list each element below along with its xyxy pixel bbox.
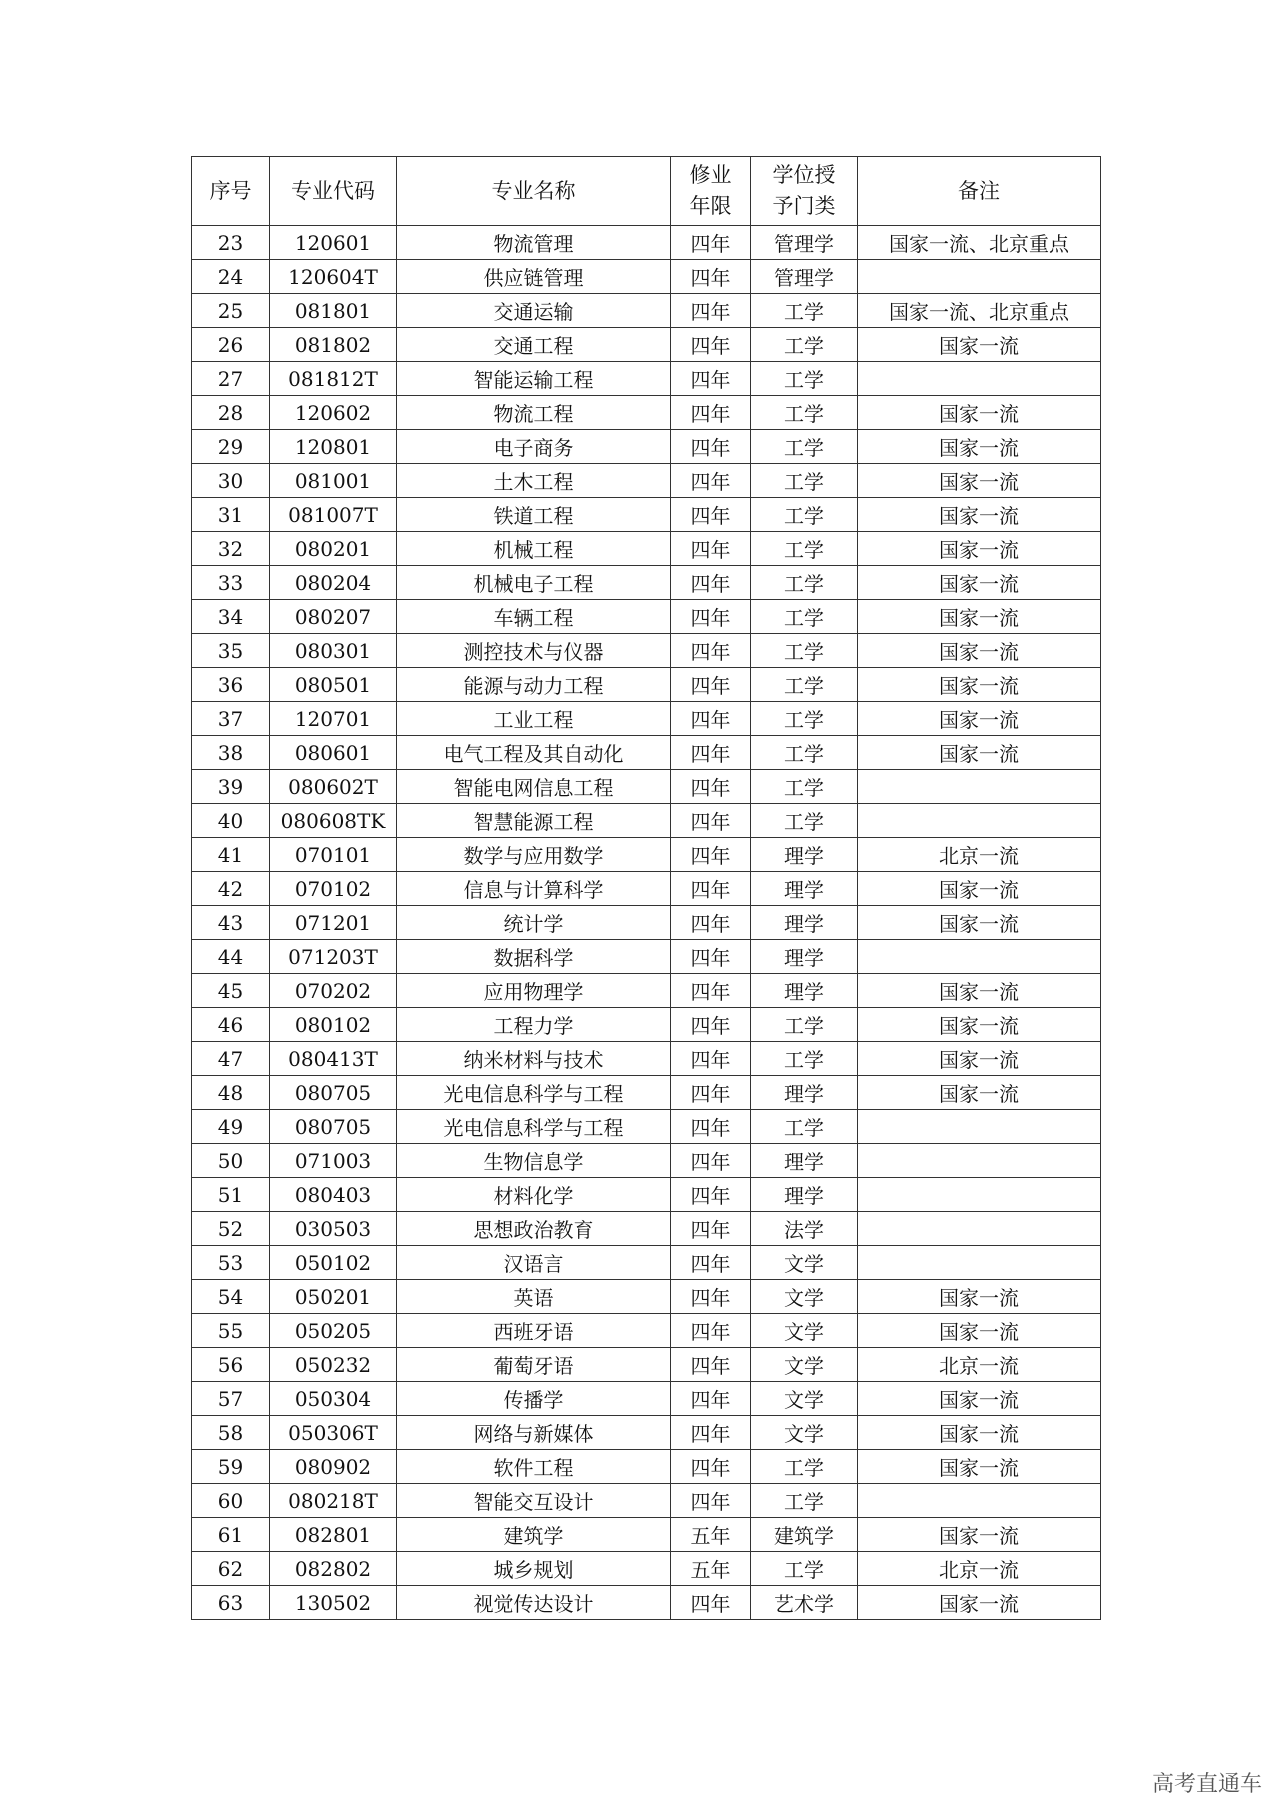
- cell-seq: 40: [192, 804, 270, 838]
- cell-code: 081812T: [270, 362, 397, 396]
- cell-code: 050102: [270, 1246, 397, 1280]
- cell-name: 智能电网信息工程: [397, 770, 671, 804]
- cell-remark: [858, 1144, 1101, 1178]
- cell-seq: 54: [192, 1280, 270, 1314]
- cell-code: 080705: [270, 1076, 397, 1110]
- cell-remark: [858, 1484, 1101, 1518]
- cell-remark: 国家一流: [858, 1518, 1101, 1552]
- cell-degree: 工学: [751, 464, 858, 498]
- cell-years: 四年: [671, 1042, 751, 1076]
- cell-years: 四年: [671, 838, 751, 872]
- cell-code: 081802: [270, 328, 397, 362]
- table-row: [192, 328, 1101, 362]
- cell-seq: 53: [192, 1246, 270, 1280]
- cell-degree: 工学: [751, 770, 858, 804]
- table-row: [192, 906, 1101, 940]
- cell-seq: 25: [192, 294, 270, 328]
- cell-seq: 59: [192, 1450, 270, 1484]
- cell-code: 070101: [270, 838, 397, 872]
- cell-seq: 30: [192, 464, 270, 498]
- cell-code: 071003: [270, 1144, 397, 1178]
- cell-years: 五年: [671, 1552, 751, 1586]
- cell-name: 材料化学: [397, 1178, 671, 1212]
- table-row: [192, 430, 1101, 464]
- table-row: [192, 1246, 1101, 1280]
- cell-degree: 工学: [751, 804, 858, 838]
- cell-degree: 工学: [751, 1484, 858, 1518]
- table-row: [192, 1348, 1101, 1382]
- cell-years: 四年: [671, 498, 751, 532]
- cell-name: 交通工程: [397, 328, 671, 362]
- cell-degree: 工学: [751, 294, 858, 328]
- cell-seq: 49: [192, 1110, 270, 1144]
- cell-code: 080902: [270, 1450, 397, 1484]
- cell-seq: 37: [192, 702, 270, 736]
- cell-seq: 29: [192, 430, 270, 464]
- cell-years: 四年: [671, 736, 751, 770]
- cell-code: 080201: [270, 532, 397, 566]
- cell-code: 081001: [270, 464, 397, 498]
- cell-remark: 国家一流: [858, 974, 1101, 1008]
- table-row: [192, 770, 1101, 804]
- cell-seq: 52: [192, 1212, 270, 1246]
- cell-name: 网络与新媒体: [397, 1416, 671, 1450]
- cell-seq: 24: [192, 260, 270, 294]
- cell-seq: 60: [192, 1484, 270, 1518]
- cell-years: 四年: [671, 532, 751, 566]
- cell-remark: 北京一流: [858, 1552, 1101, 1586]
- cell-code: 082801: [270, 1518, 397, 1552]
- cell-name: 电子商务: [397, 430, 671, 464]
- cell-seq: 56: [192, 1348, 270, 1382]
- cell-degree: 文学: [751, 1382, 858, 1416]
- table-row: [192, 1042, 1101, 1076]
- cell-code: 080301: [270, 634, 397, 668]
- cell-degree: 工学: [751, 328, 858, 362]
- cell-code: 080601: [270, 736, 397, 770]
- cell-code: 050306T: [270, 1416, 397, 1450]
- cell-seq: 38: [192, 736, 270, 770]
- cell-seq: 51: [192, 1178, 270, 1212]
- cell-code: 050304: [270, 1382, 397, 1416]
- cell-seq: 58: [192, 1416, 270, 1450]
- cell-remark: 国家一流: [858, 1586, 1101, 1620]
- cell-degree: 工学: [751, 1008, 858, 1042]
- cell-degree: 理学: [751, 974, 858, 1008]
- cell-degree: 工学: [751, 430, 858, 464]
- table-row: [192, 1382, 1101, 1416]
- cell-seq: 44: [192, 940, 270, 974]
- cell-name: 信息与计算科学: [397, 872, 671, 906]
- table-row: [192, 396, 1101, 430]
- table-row: [192, 872, 1101, 906]
- cell-name: 建筑学: [397, 1518, 671, 1552]
- cell-code: 050232: [270, 1348, 397, 1382]
- cell-remark: [858, 1110, 1101, 1144]
- cell-remark: 国家一流: [858, 634, 1101, 668]
- cell-code: 082802: [270, 1552, 397, 1586]
- cell-name: 机械工程: [397, 532, 671, 566]
- cell-years: 四年: [671, 1450, 751, 1484]
- cell-name: 统计学: [397, 906, 671, 940]
- cell-degree: 工学: [751, 736, 858, 770]
- cell-degree: 艺术学: [751, 1586, 858, 1620]
- cell-seq: 62: [192, 1552, 270, 1586]
- cell-seq: 23: [192, 226, 270, 260]
- header-years: 修业年限: [671, 157, 751, 226]
- cell-code: 050201: [270, 1280, 397, 1314]
- cell-name: 汉语言: [397, 1246, 671, 1280]
- cell-remark: 北京一流: [858, 1348, 1101, 1382]
- cell-years: 四年: [671, 1314, 751, 1348]
- cell-code: 070202: [270, 974, 397, 1008]
- cell-code: 120701: [270, 702, 397, 736]
- cell-degree: 工学: [751, 1042, 858, 1076]
- table-row: [192, 1450, 1101, 1484]
- table-row: [192, 974, 1101, 1008]
- cell-name: 传播学: [397, 1382, 671, 1416]
- table-row: [192, 1212, 1101, 1246]
- cell-remark: 国家一流: [858, 1314, 1101, 1348]
- cell-seq: 50: [192, 1144, 270, 1178]
- cell-code: 080602T: [270, 770, 397, 804]
- cell-name: 光电信息科学与工程: [397, 1110, 671, 1144]
- cell-years: 四年: [671, 1178, 751, 1212]
- cell-name: 智慧能源工程: [397, 804, 671, 838]
- table-row: [192, 1076, 1101, 1110]
- cell-seq: 26: [192, 328, 270, 362]
- cell-years: 四年: [671, 1484, 751, 1518]
- cell-code: 080207: [270, 600, 397, 634]
- table-row: [192, 736, 1101, 770]
- header-name: 专业名称: [397, 157, 671, 226]
- cell-remark: [858, 260, 1101, 294]
- cell-code: 120801: [270, 430, 397, 464]
- cell-remark: 国家一流: [858, 1416, 1101, 1450]
- cell-years: 四年: [671, 396, 751, 430]
- table-row: [192, 702, 1101, 736]
- cell-remark: 国家一流: [858, 906, 1101, 940]
- table-row: [192, 532, 1101, 566]
- table-row: [192, 1144, 1101, 1178]
- cell-name: 纳米材料与技术: [397, 1042, 671, 1076]
- cell-years: 四年: [671, 1382, 751, 1416]
- cell-name: 光电信息科学与工程: [397, 1076, 671, 1110]
- cell-degree: 理学: [751, 940, 858, 974]
- cell-degree: 文学: [751, 1348, 858, 1382]
- cell-degree: 工学: [751, 1552, 858, 1586]
- cell-name: 能源与动力工程: [397, 668, 671, 702]
- table-row: [192, 838, 1101, 872]
- cell-years: 四年: [671, 1110, 751, 1144]
- cell-degree: 理学: [751, 1076, 858, 1110]
- cell-seq: 57: [192, 1382, 270, 1416]
- header-seq: 序号: [192, 157, 270, 226]
- cell-code: 081007T: [270, 498, 397, 532]
- cell-seq: 32: [192, 532, 270, 566]
- table-row: [192, 1416, 1101, 1450]
- cell-years: 四年: [671, 1212, 751, 1246]
- cell-degree: 理学: [751, 906, 858, 940]
- table-row: [192, 600, 1101, 634]
- cell-code: 050205: [270, 1314, 397, 1348]
- cell-years: 四年: [671, 906, 751, 940]
- cell-years: 四年: [671, 1144, 751, 1178]
- cell-code: 130502: [270, 1586, 397, 1620]
- cell-years: 四年: [671, 804, 751, 838]
- cell-name: 物流工程: [397, 396, 671, 430]
- cell-years: 五年: [671, 1518, 751, 1552]
- cell-seq: 46: [192, 1008, 270, 1042]
- cell-years: 四年: [671, 328, 751, 362]
- table-row: [192, 362, 1101, 396]
- cell-remark: 国家一流: [858, 1042, 1101, 1076]
- cell-years: 四年: [671, 1246, 751, 1280]
- cell-remark: 国家一流: [858, 498, 1101, 532]
- cell-years: 四年: [671, 260, 751, 294]
- cell-code: 080102: [270, 1008, 397, 1042]
- cell-remark: 国家一流: [858, 566, 1101, 600]
- cell-remark: [858, 1246, 1101, 1280]
- table-row: [192, 226, 1101, 260]
- cell-code: 080204: [270, 566, 397, 600]
- cell-seq: 48: [192, 1076, 270, 1110]
- cell-years: 四年: [671, 872, 751, 906]
- table-row: [192, 294, 1101, 328]
- cell-remark: 北京一流: [858, 838, 1101, 872]
- cell-code: 120602: [270, 396, 397, 430]
- table-row: [192, 940, 1101, 974]
- table-header-row: [192, 157, 1101, 226]
- table-body: [192, 226, 1101, 1620]
- cell-remark: [858, 940, 1101, 974]
- table-row: [192, 464, 1101, 498]
- cell-years: 四年: [671, 974, 751, 1008]
- table-row: [192, 1314, 1101, 1348]
- table-row: [192, 498, 1101, 532]
- table-row: [192, 804, 1101, 838]
- cell-remark: 国家一流: [858, 1450, 1101, 1484]
- cell-degree: 理学: [751, 1178, 858, 1212]
- table-row: [192, 1280, 1101, 1314]
- cell-name: 电气工程及其自动化: [397, 736, 671, 770]
- cell-years: 四年: [671, 1008, 751, 1042]
- cell-remark: 国家一流、北京重点: [858, 226, 1101, 260]
- cell-degree: 文学: [751, 1416, 858, 1450]
- header-remark: 备注: [858, 157, 1101, 226]
- watermark: 高考直通车: [1151, 1772, 1262, 1797]
- table-row: [192, 668, 1101, 702]
- cell-degree: 工学: [751, 498, 858, 532]
- cell-name: 交通运输: [397, 294, 671, 328]
- cell-degree: 工学: [751, 362, 858, 396]
- cell-degree: 法学: [751, 1212, 858, 1246]
- cell-code: 120604T: [270, 260, 397, 294]
- table-row: [192, 1484, 1101, 1518]
- header-code: 专业代码: [270, 157, 397, 226]
- cell-code: 030503: [270, 1212, 397, 1246]
- table-row: [192, 1518, 1101, 1552]
- cell-remark: 国家一流: [858, 328, 1101, 362]
- cell-seq: 63: [192, 1586, 270, 1620]
- cell-remark: 国家一流: [858, 430, 1101, 464]
- cell-name: 葡萄牙语: [397, 1348, 671, 1382]
- cell-code: 071203T: [270, 940, 397, 974]
- cell-seq: 43: [192, 906, 270, 940]
- cell-years: 四年: [671, 430, 751, 464]
- table-row: [192, 634, 1101, 668]
- cell-degree: 工学: [751, 1450, 858, 1484]
- cell-name: 城乡规划: [397, 1552, 671, 1586]
- cell-remark: [858, 770, 1101, 804]
- cell-name: 数学与应用数学: [397, 838, 671, 872]
- cell-seq: 42: [192, 872, 270, 906]
- table-row: [192, 1586, 1101, 1620]
- cell-code: 080413T: [270, 1042, 397, 1076]
- cell-code: 070102: [270, 872, 397, 906]
- cell-years: 四年: [671, 634, 751, 668]
- cell-remark: 国家一流: [858, 532, 1101, 566]
- cell-code: 080403: [270, 1178, 397, 1212]
- cell-years: 四年: [671, 770, 751, 804]
- cell-years: 四年: [671, 1348, 751, 1382]
- cell-name: 软件工程: [397, 1450, 671, 1484]
- cell-degree: 文学: [751, 1314, 858, 1348]
- cell-code: 080501: [270, 668, 397, 702]
- cell-name: 铁道工程: [397, 498, 671, 532]
- cell-remark: 国家一流: [858, 736, 1101, 770]
- cell-name: 智能运输工程: [397, 362, 671, 396]
- cell-years: 四年: [671, 464, 751, 498]
- cell-years: 四年: [671, 600, 751, 634]
- table-row: [192, 1110, 1101, 1144]
- cell-degree: 工学: [751, 532, 858, 566]
- cell-remark: 国家一流: [858, 668, 1101, 702]
- cell-years: 四年: [671, 1416, 751, 1450]
- cell-remark: [858, 1178, 1101, 1212]
- cell-seq: 28: [192, 396, 270, 430]
- cell-seq: 39: [192, 770, 270, 804]
- cell-seq: 55: [192, 1314, 270, 1348]
- cell-degree: 文学: [751, 1280, 858, 1314]
- cell-name: 英语: [397, 1280, 671, 1314]
- table-row: [192, 1552, 1101, 1586]
- cell-years: 四年: [671, 668, 751, 702]
- cell-name: 物流管理: [397, 226, 671, 260]
- table-row: [192, 260, 1101, 294]
- cell-degree: 理学: [751, 838, 858, 872]
- cell-name: 土木工程: [397, 464, 671, 498]
- cell-name: 车辆工程: [397, 600, 671, 634]
- cell-degree: 工学: [751, 702, 858, 736]
- cell-degree: 工学: [751, 668, 858, 702]
- cell-seq: 35: [192, 634, 270, 668]
- cell-degree: 工学: [751, 396, 858, 430]
- cell-remark: 国家一流: [858, 702, 1101, 736]
- cell-degree: 管理学: [751, 226, 858, 260]
- cell-seq: 33: [192, 566, 270, 600]
- cell-name: 机械电子工程: [397, 566, 671, 600]
- cell-code: 120601: [270, 226, 397, 260]
- cell-years: 四年: [671, 1280, 751, 1314]
- cell-code: 080705: [270, 1110, 397, 1144]
- cell-remark: 国家一流: [858, 396, 1101, 430]
- cell-degree: 建筑学: [751, 1518, 858, 1552]
- cell-years: 四年: [671, 566, 751, 600]
- cell-degree: 工学: [751, 634, 858, 668]
- cell-name: 工程力学: [397, 1008, 671, 1042]
- cell-remark: [858, 362, 1101, 396]
- cell-name: 智能交互设计: [397, 1484, 671, 1518]
- cell-seq: 61: [192, 1518, 270, 1552]
- cell-remark: 国家一流: [858, 872, 1101, 906]
- cell-remark: [858, 1212, 1101, 1246]
- cell-degree: 工学: [751, 600, 858, 634]
- cell-years: 四年: [671, 362, 751, 396]
- cell-name: 数据科学: [397, 940, 671, 974]
- cell-years: 四年: [671, 294, 751, 328]
- table-row: [192, 1178, 1101, 1212]
- cell-seq: 31: [192, 498, 270, 532]
- cell-name: 生物信息学: [397, 1144, 671, 1178]
- cell-degree: 管理学: [751, 260, 858, 294]
- cell-name: 思想政治教育: [397, 1212, 671, 1246]
- cell-degree: 工学: [751, 566, 858, 600]
- cell-remark: 国家一流、北京重点: [858, 294, 1101, 328]
- cell-code: 080218T: [270, 1484, 397, 1518]
- majors-table: [191, 156, 1101, 1620]
- cell-name: 视觉传达设计: [397, 1586, 671, 1620]
- cell-seq: 45: [192, 974, 270, 1008]
- cell-degree: 理学: [751, 872, 858, 906]
- cell-name: 西班牙语: [397, 1314, 671, 1348]
- cell-years: 四年: [671, 1076, 751, 1110]
- cell-years: 四年: [671, 702, 751, 736]
- cell-remark: 国家一流: [858, 1382, 1101, 1416]
- table-row: [192, 566, 1101, 600]
- cell-degree: 文学: [751, 1246, 858, 1280]
- cell-remark: 国家一流: [858, 1280, 1101, 1314]
- cell-seq: 34: [192, 600, 270, 634]
- cell-seq: 41: [192, 838, 270, 872]
- cell-name: 供应链管理: [397, 260, 671, 294]
- cell-seq: 47: [192, 1042, 270, 1076]
- header-degree: 学位授予门类: [751, 157, 858, 226]
- cell-degree: 工学: [751, 1110, 858, 1144]
- cell-seq: 36: [192, 668, 270, 702]
- table-row: [192, 1008, 1101, 1042]
- cell-name: 应用物理学: [397, 974, 671, 1008]
- cell-years: 四年: [671, 1586, 751, 1620]
- cell-remark: 国家一流: [858, 1076, 1101, 1110]
- cell-name: 工业工程: [397, 702, 671, 736]
- cell-remark: 国家一流: [858, 1008, 1101, 1042]
- cell-years: 四年: [671, 940, 751, 974]
- cell-remark: [858, 804, 1101, 838]
- cell-remark: 国家一流: [858, 600, 1101, 634]
- cell-code: 081801: [270, 294, 397, 328]
- cell-code: 071201: [270, 906, 397, 940]
- cell-degree: 理学: [751, 1144, 858, 1178]
- cell-seq: 27: [192, 362, 270, 396]
- cell-remark: 国家一流: [858, 464, 1101, 498]
- cell-years: 四年: [671, 226, 751, 260]
- cell-name: 测控技术与仪器: [397, 634, 671, 668]
- cell-code: 080608TK: [270, 804, 397, 838]
